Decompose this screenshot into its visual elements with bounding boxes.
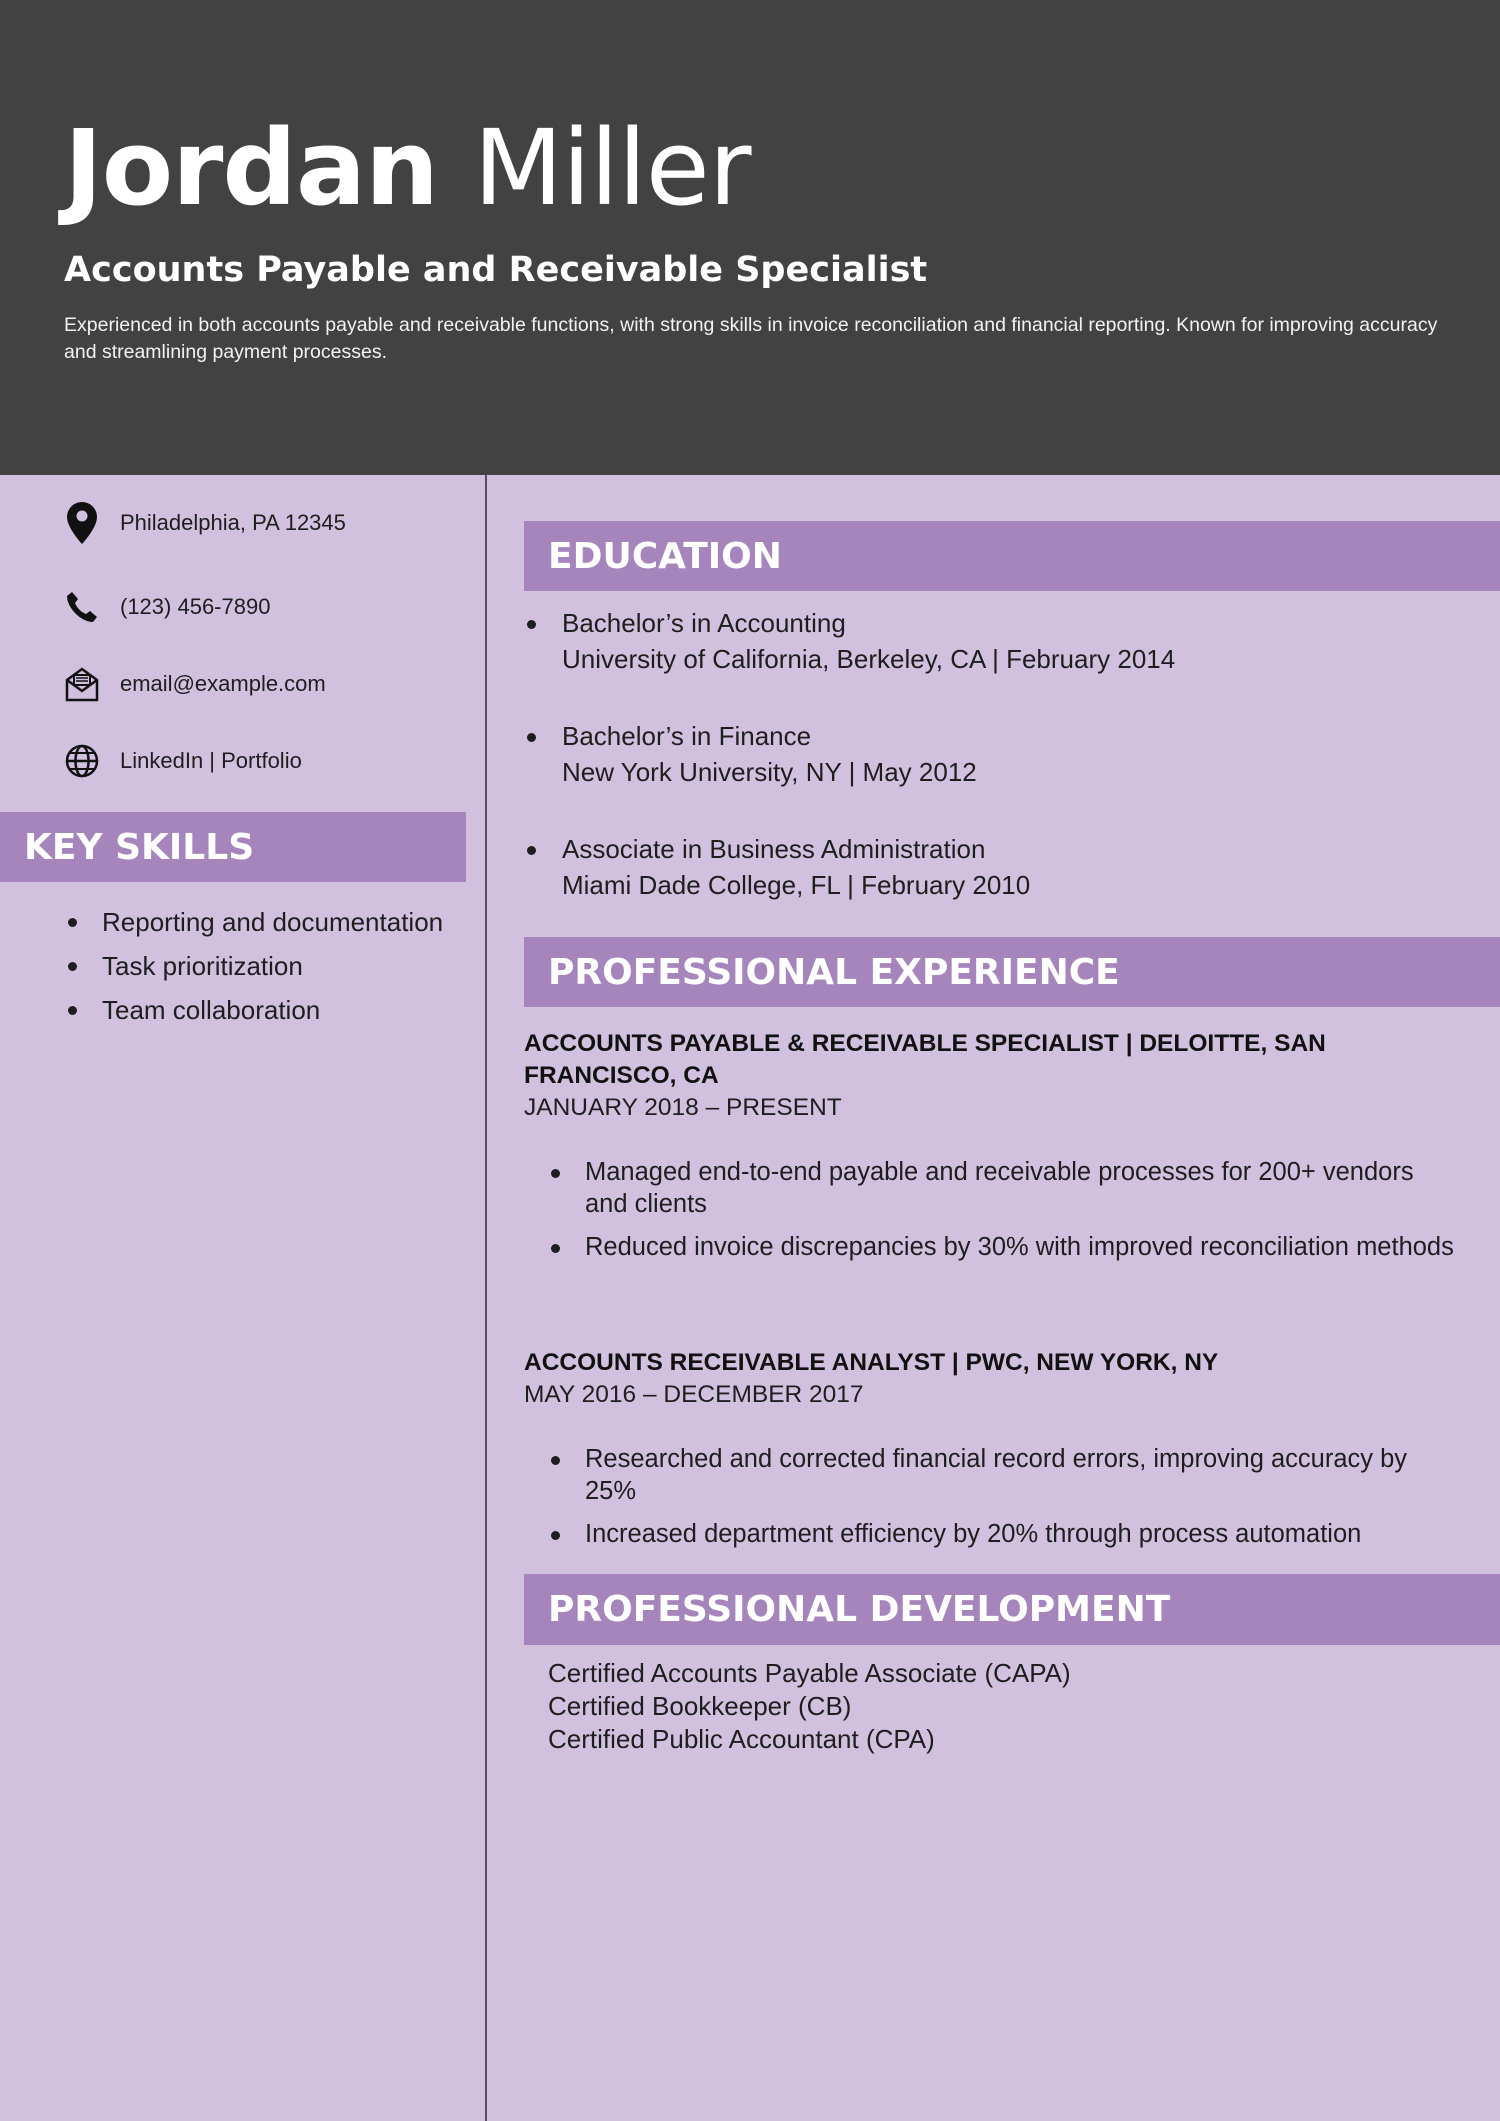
- certification-item: Certified Accounts Payable Associate (CAPA): [548, 1658, 1071, 1688]
- job-title: Accounts Payable and Receivable Specialist: [64, 250, 928, 290]
- education-item: [524, 718, 977, 790]
- email-text[interactable]: email@example.com: [120, 671, 326, 696]
- job-entry: [524, 1347, 1454, 1548]
- education-item: [524, 831, 1030, 903]
- contact-phone: [64, 585, 270, 629]
- phone-text: (123) 456-7890: [120, 594, 271, 619]
- certification-item: Certified Bookkeeper (CB): [548, 1691, 852, 1721]
- last-name: Miller: [473, 107, 751, 229]
- skill-item: Reporting and documentation: [64, 900, 443, 944]
- phone-icon: [64, 585, 100, 629]
- certification-item: Certified Public Accountant (CPA): [548, 1724, 935, 1754]
- bullet: [527, 620, 536, 629]
- degree: Bachelor’s in Accounting: [562, 608, 846, 638]
- skills-list: [64, 900, 443, 1032]
- bullet: [527, 733, 536, 742]
- job-bullet: Researched and corrected financial record errors, improving accuracy by 25%: [524, 1443, 1454, 1507]
- first-name: Jordan: [64, 107, 439, 229]
- links-text[interactable]: LinkedIn | Portfolio: [120, 748, 302, 773]
- envelope-icon: [64, 662, 100, 706]
- resume-header: [0, 0, 1500, 475]
- job-bullet: Increased department efficiency by 20% through process automation: [524, 1518, 1454, 1550]
- education-item: [524, 605, 1175, 677]
- job-bullet: Managed end-to-end payable and receivable processes for 200+ vendors and clients: [524, 1156, 1454, 1220]
- job-bullets: [524, 1156, 1454, 1274]
- candidate-name: [64, 108, 750, 228]
- contact-email[interactable]: [64, 662, 326, 706]
- school-detail: University of California, Berkeley, CA | February 2014: [562, 644, 1176, 674]
- skill-item: Task prioritization: [64, 944, 443, 988]
- job-entry: [524, 1028, 1454, 1261]
- location-pin-icon: [64, 501, 100, 545]
- skills-heading: KEY SKILLS: [0, 812, 466, 882]
- location-text: Philadelphia, PA 12345: [120, 510, 346, 535]
- job-dates: JANUARY 2018 – PRESENT: [524, 1094, 842, 1121]
- experience-heading: PROFESSIONAL EXPERIENCE: [524, 937, 1500, 1007]
- education-heading: EDUCATION: [524, 521, 1500, 591]
- degree: Associate in Business Administration: [562, 834, 986, 864]
- contact-location: [64, 501, 346, 545]
- job-title-company: ACCOUNTS RECEIVABLE ANALYST | PWC, NEW YORK, NY: [524, 1349, 1219, 1376]
- development-heading: PROFESSIONAL DEVELOPMENT: [524, 1574, 1500, 1645]
- summary: Experienced in both accounts payable and receivable functions, with strong skills in invoice reconciliation and financial reporting. Known for improving accuracy and streamlining payment processes.: [64, 314, 1438, 363]
- bullet: [527, 846, 536, 855]
- school-detail: Miami Dade College, FL | February 2010: [562, 870, 1031, 900]
- job-bullet: Reduced invoice discrepancies by 30% with improved reconciliation methods: [524, 1231, 1454, 1263]
- certifications-list: [548, 1657, 1071, 1756]
- job-bullets: [524, 1443, 1454, 1561]
- school-detail: New York University, NY | May 2012: [562, 757, 977, 787]
- globe-icon: [64, 739, 100, 783]
- contact-links[interactable]: [64, 739, 302, 783]
- degree: Bachelor’s in Finance: [562, 721, 812, 751]
- job-title-company: ACCOUNTS PAYABLE & RECEIVABLE SPECIALIST | DELOITTE, SAN FRANCISCO, CA: [524, 1030, 1326, 1089]
- skill-item: Team collaboration: [64, 988, 443, 1032]
- column-divider: [485, 475, 487, 2121]
- job-dates: MAY 2016 – DECEMBER 2017: [524, 1381, 864, 1408]
